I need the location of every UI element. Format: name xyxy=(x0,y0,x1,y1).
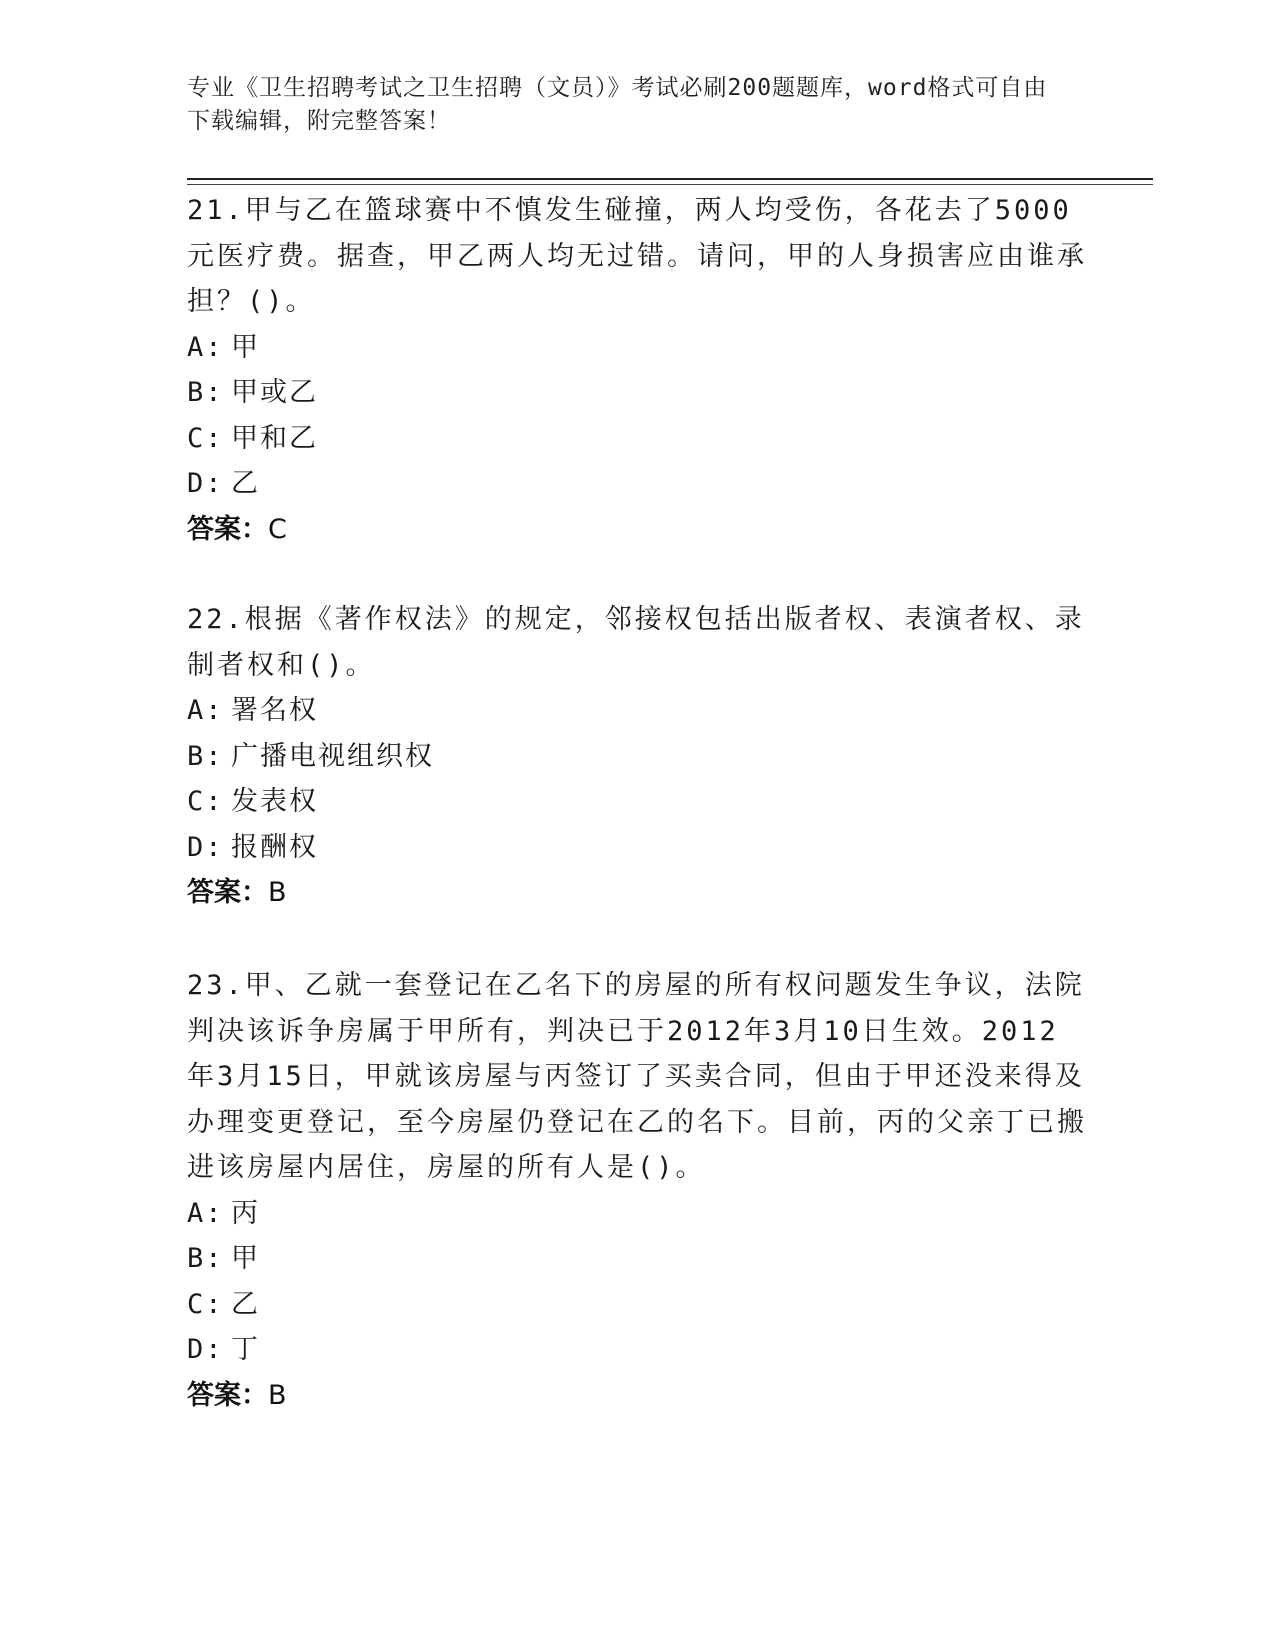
header-divider-thin xyxy=(187,184,1153,185)
option-letter: B: xyxy=(187,740,224,772)
option-text: 甲和乙 xyxy=(231,422,318,454)
question-23 xyxy=(187,963,1087,1418)
option-text: 甲或乙 xyxy=(231,377,318,408)
option-text: 报酬权 xyxy=(231,831,318,863)
option-letter: D: xyxy=(187,468,224,499)
answer-value: C xyxy=(268,513,287,545)
option-b xyxy=(187,734,1087,780)
header-divider-thick xyxy=(187,178,1153,180)
option-letter: D: xyxy=(187,1334,224,1365)
option-letter: B: xyxy=(187,377,224,408)
answer-label: 答案： xyxy=(187,513,268,545)
option-letter: A: xyxy=(187,1197,224,1229)
option-a xyxy=(187,1191,1087,1237)
answer-label: 答案： xyxy=(187,1379,268,1411)
question-21 xyxy=(187,188,1087,552)
question-stem: 22.根据《著作权法》的规定，邻接权包括出版者权、表演者权、录制者权和()。 xyxy=(187,604,1085,681)
answer-line xyxy=(187,870,1087,916)
option-letter: D: xyxy=(187,831,224,863)
option-d xyxy=(187,825,1087,871)
option-d xyxy=(187,461,1087,507)
option-d xyxy=(187,1327,1087,1373)
answer-line xyxy=(187,507,1087,553)
option-letter: A: xyxy=(187,695,224,726)
option-b xyxy=(187,370,1087,416)
option-c xyxy=(187,779,1087,825)
question-stem: 21.甲与乙在篮球赛中不慎发生碰撞，两人均受伤，各花去了5000元医疗费。据查，甲乙两人均无过错。请问，甲的人身损害应由谁承担？()。 xyxy=(187,195,1087,317)
option-text: 署名权 xyxy=(231,695,318,726)
option-text: 乙 xyxy=(231,1288,260,1320)
answer-line xyxy=(187,1373,1087,1419)
document-header: 专业《卫生招聘考试之卫生招聘（文员）》考试必刷200题题库，word格式可自由下载编辑，附完整答案！ xyxy=(187,75,1048,134)
option-text: 甲 xyxy=(231,1243,260,1274)
option-c xyxy=(187,416,1087,462)
option-c xyxy=(187,1282,1087,1328)
question-stem: 23.甲、乙就一套登记在乙名下的房屋的所有权问题发生争议，法院判决该诉争房属于甲所有，判决已于2012年3月10日生效。2012年3月15日，甲就该房屋与丙签订了买卖合同，但由于甲还没来得及办理变更登记，至今房屋仍登记在乙的名下。目前，丙的父亲丁已搬进该房屋内居住，房屋的所有人是()。 xyxy=(187,970,1087,1183)
option-letter: C: xyxy=(187,1288,224,1320)
option-text: 丙 xyxy=(231,1197,260,1229)
answer-value: B xyxy=(268,1379,287,1411)
option-text: 广播电视组织权 xyxy=(231,740,434,772)
answer-value: B xyxy=(268,877,287,908)
option-letter: B: xyxy=(187,1243,224,1274)
option-text: 乙 xyxy=(231,468,260,499)
option-b xyxy=(187,1236,1087,1282)
option-text: 甲 xyxy=(231,331,260,363)
question-22 xyxy=(187,597,1087,916)
option-a xyxy=(187,325,1087,371)
option-letter: A: xyxy=(187,331,224,363)
option-a xyxy=(187,688,1087,734)
option-text: 发表权 xyxy=(231,786,318,817)
option-letter: C: xyxy=(187,786,224,817)
answer-label: 答案： xyxy=(187,877,268,908)
option-letter: C: xyxy=(187,422,224,454)
option-text: 丁 xyxy=(231,1334,260,1365)
